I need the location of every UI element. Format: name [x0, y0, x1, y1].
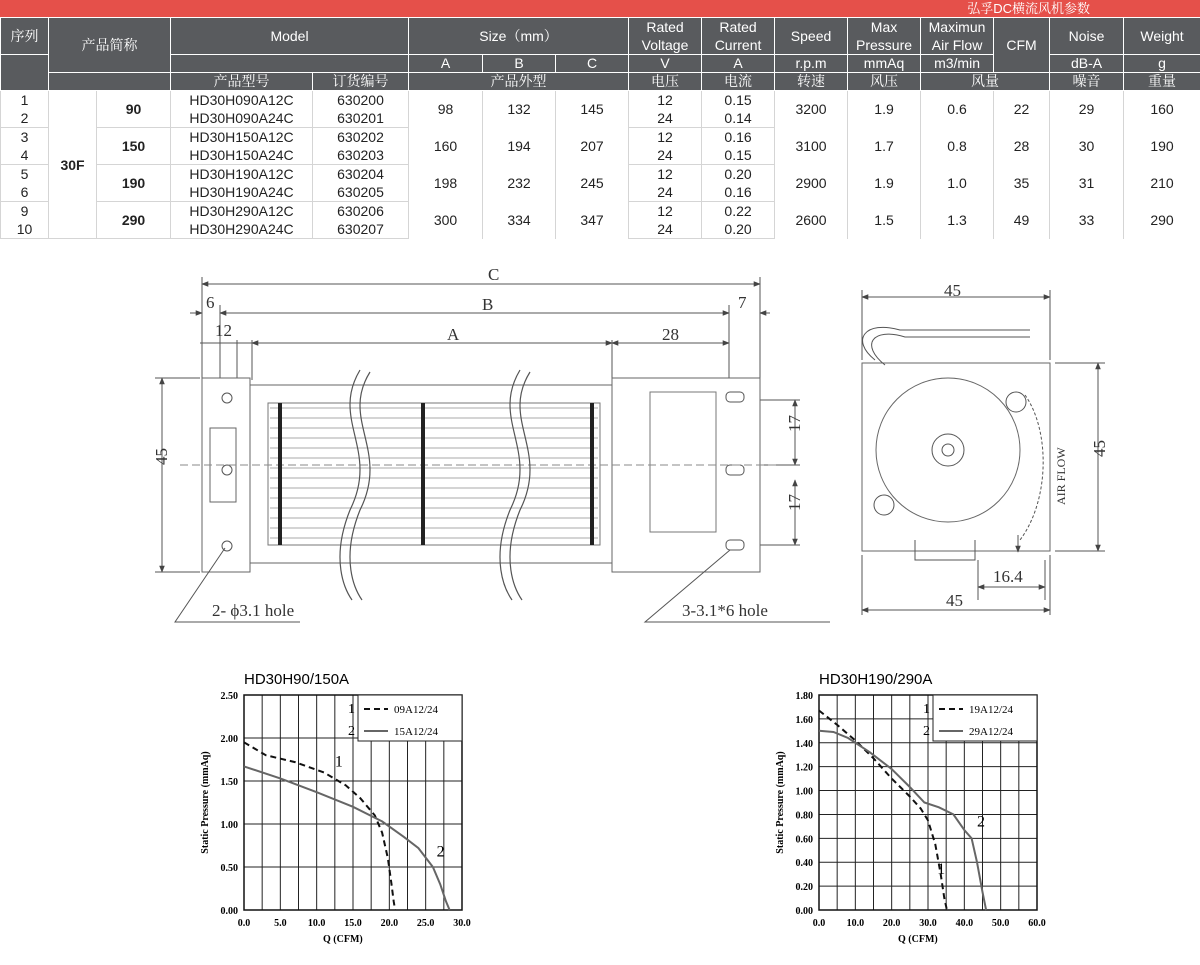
cell-voltage: 24 [629, 220, 702, 239]
cell-current: 0.16 [702, 183, 775, 202]
cell-current: 0.20 [702, 165, 775, 184]
header-rated-current: Rated Current [702, 18, 775, 55]
cell-voltage: 24 [629, 183, 702, 202]
title-banner [0, 0, 1200, 17]
cell-seq: 4 [1, 146, 49, 165]
x-tick-label: 5.0 [274, 918, 287, 929]
unit-g: g [1124, 55, 1200, 73]
cell-b: 334 [483, 202, 556, 239]
dim-7: 7 [738, 293, 747, 312]
cell-order: 630202 [313, 128, 409, 147]
cell-current: 0.22 [702, 202, 775, 221]
table-row [1, 91, 1200, 110]
y-tick-label: 0.60 [795, 834, 813, 846]
cell-voltage: 24 [629, 109, 702, 128]
dim-17-bottom: 17 [785, 494, 804, 511]
cell-seq: 1 [1, 91, 49, 110]
cell-voltage: 24 [629, 146, 702, 165]
unit-a: A [409, 55, 483, 73]
table-row [1, 165, 1200, 184]
cell-size: 90 [97, 91, 171, 128]
cell-order: 630201 [313, 109, 409, 128]
unit-amp: A [702, 55, 775, 73]
x-tick-label: 20.0 [882, 918, 901, 929]
x-axis-label: Q (CFM) [323, 934, 363, 945]
col-noise-cn: 噪音 [1050, 73, 1124, 91]
y-tick-label: 0.50 [220, 863, 238, 874]
cell-cfm: 22 [994, 91, 1050, 128]
y-tick-label: 1.00 [220, 820, 238, 831]
cell-pressure: 1.7 [848, 128, 921, 165]
x-tick-label: 25.0 [416, 918, 435, 929]
cell-size: 190 [97, 165, 171, 202]
unit-rpm: r.p.m [775, 55, 848, 73]
dim-45-left: 45 [152, 448, 171, 465]
x-tick-label: 10.0 [307, 918, 326, 929]
cell-order: 630204 [313, 165, 409, 184]
y-tick-label: 1.00 [795, 786, 813, 798]
y-tick-label: 0.20 [795, 882, 813, 894]
y-tick-label: 2.00 [220, 734, 238, 745]
side-dim-45-bottom: 45 [946, 591, 963, 610]
cell-current: 0.15 [702, 146, 775, 165]
cell-order: 630203 [313, 146, 409, 165]
dim-a: A [447, 325, 460, 344]
cell-order: 630205 [313, 183, 409, 202]
cell-seq: 2 [1, 109, 49, 128]
y-tick-label: 0.00 [795, 906, 813, 917]
x-tick-label: 10.0 [846, 918, 865, 929]
side-dim-45-top: 45 [944, 281, 961, 300]
y-tick-label: 1.20 [795, 762, 813, 774]
dim-28: 28 [662, 325, 679, 344]
hole-note-right: 3-3.1*6 hole [682, 601, 768, 620]
curve-label: 1 [937, 861, 946, 879]
cell-weight: 290 [1124, 202, 1200, 239]
cell-a: 198 [409, 165, 483, 202]
banner-title: 弘孚DC横流风机参数 [967, 1, 1090, 16]
cell-voltage: 12 [629, 202, 702, 221]
cell-speed: 2900 [775, 165, 848, 202]
header-seq: 序列 [1, 18, 49, 55]
cell-pressure: 1.9 [848, 165, 921, 202]
cell-cfm: 35 [994, 165, 1050, 202]
side-dim-16-4: 16.4 [993, 567, 1023, 586]
cell-speed: 3200 [775, 91, 848, 128]
y-axis-label: Static Pressure (mmAq) [200, 751, 211, 854]
cell-current: 0.20 [702, 220, 775, 239]
col-shape-cn: 产品外型 [409, 73, 629, 91]
cell-series: 30F [49, 91, 97, 239]
cell-size: 290 [97, 202, 171, 239]
header-cfm: CFM [994, 18, 1050, 73]
y-tick-label: 0.00 [220, 906, 238, 917]
col-weight-cn: 重量 [1124, 73, 1200, 91]
hole-note-left: 2- ϕ3.1 hole [212, 601, 295, 620]
x-tick-label: 50.0 [991, 918, 1010, 929]
cell-flow: 0.6 [921, 91, 994, 128]
header-noise: Noise [1050, 18, 1124, 55]
dim-12: 12 [215, 321, 232, 340]
header-model-units [171, 55, 409, 73]
cell-voltage: 12 [629, 165, 702, 184]
x-tick-label: 0.0 [237, 918, 251, 929]
col-order-cn: 订货编号 [313, 73, 409, 91]
y-tick-label: 0.40 [795, 858, 813, 870]
cell-voltage: 12 [629, 91, 702, 110]
cell-seq: 9 [1, 202, 49, 221]
legend-number: 1 [923, 702, 930, 717]
y-tick-label: 1.40 [795, 738, 813, 750]
y-tick-label: 2.50 [220, 691, 238, 702]
header-rated-voltage: Rated Voltage [629, 18, 702, 55]
header-max-airflow: Maximun Air Flow [921, 18, 994, 55]
x-tick-label: 60.0 [1028, 918, 1046, 929]
col-flow-cn: 风量 [921, 73, 1050, 91]
header-max-pressure: Max Pressure [848, 18, 921, 55]
header-name: 产品简称 [49, 18, 171, 73]
col-press-cn: 风压 [848, 73, 921, 91]
cell-weight: 160 [1124, 91, 1200, 128]
cell-weight: 190 [1124, 128, 1200, 165]
cell-seq: 10 [1, 220, 49, 239]
unit-c: C [556, 55, 629, 73]
col-speed-cn: 转速 [775, 73, 848, 91]
header-model: Model [171, 18, 409, 55]
x-tick-label: 40.0 [955, 918, 974, 929]
cell-model: HD30H150A12C [171, 128, 313, 147]
dim-b: B [482, 295, 494, 314]
unit-m3: m3/min [921, 55, 994, 73]
cell-model: HD30H190A12C [171, 165, 313, 184]
col-volt-cn: 电压 [629, 73, 702, 91]
header-speed: Speed [775, 18, 848, 55]
unit-dba: dB-A [1050, 55, 1124, 73]
x-axis-label: Q (CFM) [898, 934, 938, 945]
cell-speed: 3100 [775, 128, 848, 165]
header-seq-pad [1, 55, 49, 91]
cell-size: 150 [97, 128, 171, 165]
cell-b: 132 [483, 91, 556, 128]
cell-flow: 0.8 [921, 128, 994, 165]
cell-flow: 1.0 [921, 165, 994, 202]
table-row [1, 202, 1200, 221]
cell-voltage: 12 [629, 128, 702, 147]
dim-c: C [488, 265, 500, 284]
cell-model: HD30H090A12C [171, 91, 313, 110]
cell-noise: 30 [1050, 128, 1124, 165]
cell-order: 630207 [313, 220, 409, 239]
legend-label: 15A12/24 [394, 726, 438, 738]
cell-speed: 2600 [775, 202, 848, 239]
curve-label: 2 [436, 843, 445, 861]
fan-dimension-drawing [0, 240, 1200, 650]
y-tick-label: 1.80 [795, 691, 813, 702]
cell-c: 145 [556, 91, 629, 128]
cell-model: HD30H290A24C [171, 220, 313, 239]
cell-model: HD30H190A24C [171, 183, 313, 202]
series-line [244, 742, 395, 910]
cell-pressure: 1.5 [848, 202, 921, 239]
cell-flow: 1.3 [921, 202, 994, 239]
cell-current: 0.15 [702, 91, 775, 110]
cell-order: 630200 [313, 91, 409, 110]
x-tick-label: 20.0 [380, 918, 399, 929]
col-model-cn: 产品型号 [171, 73, 313, 91]
cell-b: 194 [483, 128, 556, 165]
cell-model: HD30H090A24C [171, 109, 313, 128]
cell-current: 0.14 [702, 109, 775, 128]
cell-weight: 210 [1124, 165, 1200, 202]
legend-label: 29A12/24 [969, 726, 1013, 738]
cell-c: 207 [556, 128, 629, 165]
cell-noise: 31 [1050, 165, 1124, 202]
cell-seq: 6 [1, 183, 49, 202]
header-name-cn-pad [49, 73, 171, 91]
y-tick-label: 1.50 [220, 777, 238, 788]
cell-noise: 33 [1050, 202, 1124, 239]
header-size: Size（mm） [409, 18, 629, 55]
cell-current: 0.16 [702, 128, 775, 147]
legend-number: 1 [348, 702, 355, 717]
cell-a: 98 [409, 91, 483, 128]
cell-cfm: 28 [994, 128, 1050, 165]
legend-label: 09A12/24 [394, 704, 438, 716]
spec-table [0, 17, 1200, 239]
y-tick-label: 0.80 [795, 810, 813, 822]
x-tick-label: 30.0 [919, 918, 937, 929]
series-line [244, 766, 450, 910]
cell-noise: 29 [1050, 91, 1124, 128]
header-weight: Weight [1124, 18, 1200, 55]
dim-17-top: 17 [785, 415, 804, 432]
col-curr-cn: 电流 [702, 73, 775, 91]
performance-chart-190-290 [765, 660, 1065, 960]
unit-mmaq: mmAq [848, 55, 921, 73]
cell-order: 630206 [313, 202, 409, 221]
curve-label: 2 [977, 813, 986, 831]
cell-seq: 5 [1, 165, 49, 184]
chart-title: HD30H190/290A [819, 671, 933, 688]
cell-pressure: 1.9 [848, 91, 921, 128]
cell-a: 160 [409, 128, 483, 165]
x-tick-label: 30.0 [453, 918, 471, 929]
y-tick-label: 1.60 [795, 714, 813, 726]
legend-number: 2 [348, 724, 355, 739]
cell-b: 232 [483, 165, 556, 202]
performance-chart-90-150 [190, 660, 490, 960]
cell-a: 300 [409, 202, 483, 239]
y-axis-label: Static Pressure (mmAq) [775, 751, 786, 854]
cell-seq: 3 [1, 128, 49, 147]
chart-title: HD30H90/150A [244, 671, 350, 688]
cell-model: HD30H150A24C [171, 146, 313, 165]
table-row [1, 128, 1200, 147]
series-line [819, 731, 986, 910]
legend-number: 2 [923, 724, 930, 739]
cell-cfm: 49 [994, 202, 1050, 239]
unit-b: B [483, 55, 556, 73]
unit-v: V [629, 55, 702, 73]
side-dim-45-right: 45 [1090, 440, 1109, 457]
cell-c: 347 [556, 202, 629, 239]
cell-model: HD30H290A12C [171, 202, 313, 221]
curve-label: 1 [334, 753, 343, 771]
legend-label: 19A12/24 [969, 704, 1013, 716]
x-tick-label: 0.0 [812, 918, 826, 929]
air-flow-label: AIR FLOW [1054, 447, 1068, 505]
cell-c: 245 [556, 165, 629, 202]
dim-6: 6 [206, 293, 215, 312]
x-tick-label: 15.0 [344, 918, 362, 929]
